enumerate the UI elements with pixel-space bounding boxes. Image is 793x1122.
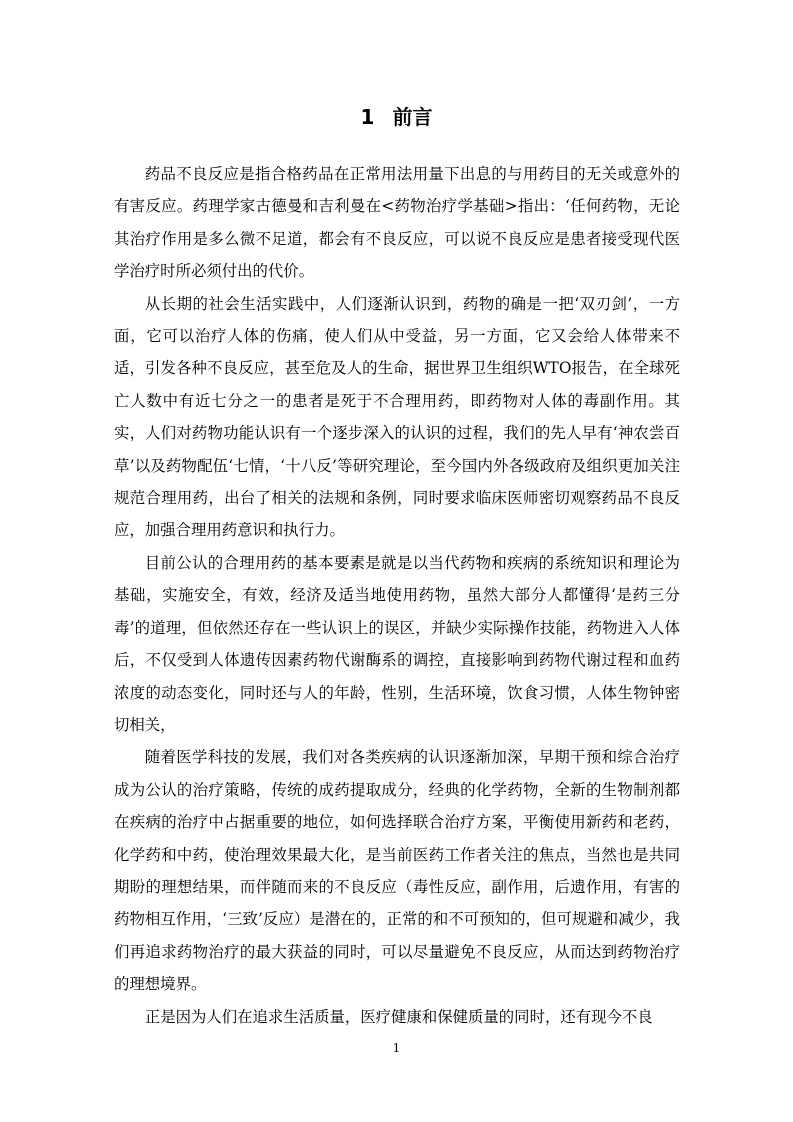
paragraph-4: 随着医学科技的发展，我们对各类疾病的认识逐渐加深，早期干预和综合治疗成为公认的治疗策略，传统的成药提取成分，经典的化学药物，全新的生物制剂都在疾病的治疗中占据重要的地位，如何选择联合治疗方案，平衡使用新药和老药，化学药和中药，使治理效果最大化，是当前医药工作者关注的焦点，当然也是共同期盼的理想结果，而伴随而来的不良反应（毒性反应，副作用，后遗作用，有害的药物相互作用，‘三致’反应）是潜在的，正常的和不可预知的，但可规避和减少，我们再追求药物治疗的最大获益的同时，可以尽量避免不良反应，从而达到药物治疗的理想境界。 bbox=[114, 748, 680, 994]
body-text bbox=[114, 158, 680, 1033]
paragraph-1: 药品不良反应是指合格药品在正常用法用量下出息的与用药目的无关或意外的有害反应。药理学家古德曼和吉利曼在<药物治疗学基础>指出：‘任何药物，无论其治疗作用是多么微不足道，都会有不良反应，可以说不良反应是患者接受现代医学治疗时所必须付出的代价。 bbox=[114, 165, 680, 281]
paragraph-3: 目前公认的合理用药的基本要素是就是以当代药物和疾病的系统知识和理论为基础，实施安全，有效，经济及适当地使用药物，虽然大部分人都懂得‘是药三分毒’的道理，但依然还存在一些认识上的误区，并缺少实际操作技能，药物进入人体后，不仅受到人体遗传因素药物代谢酶系的调控，直接影响到药物代谢过程和血药浓度的动态变化，同时还与人的年龄，性别，生活环境，饮食习惯，人体生物钟密切相关， bbox=[114, 553, 680, 734]
paragraph-2: 从长期的社会生活实践中，人们逐渐认识到，药物的确是一把‘双刃剑’，一方面，它可以治疗人体的伤痛，使人们从中受益，另一方面，它又会给人体带来不适，引发各种不良反应，甚至危及人的生命，据世界卫生组织WTO报告，在全球死亡人数中有近七分之一的患者是死于不合理用药，即药物对人体的毒副作用。其实，人们对药物功能认识有一个逐步深入的认识的过程，我们的先人早有‘神农尝百草’以及药物配伍‘七情，‘十八反’等研究理论，至今国内外各级政府及组织更加关注规范合理用药，出台了相关的法规和条例，同时要求临床医师密切观察药品不良反应，加强合理用药意识和执行力。 bbox=[114, 294, 680, 540]
section-number: 1 bbox=[360, 105, 375, 129]
page-number: 1 bbox=[392, 1041, 401, 1055]
paragraph-5: 正是因为人们在追求生活质量，医疗健康和保健质量的同时，还有现今不良 bbox=[144, 1007, 653, 1026]
section-heading bbox=[0, 103, 793, 131]
section-title: 前言 bbox=[392, 105, 433, 129]
